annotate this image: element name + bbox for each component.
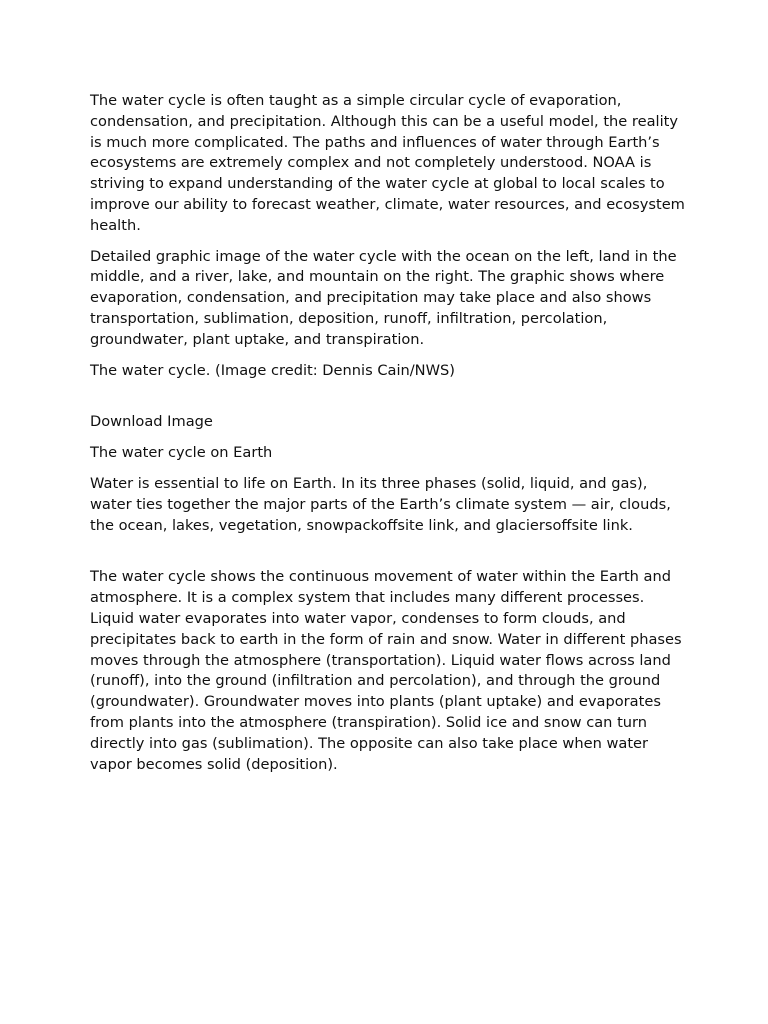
document-body bbox=[90, 91, 690, 785]
download-image-link[interactable]: Download Image bbox=[90, 413, 213, 431]
blank-line bbox=[90, 391, 690, 412]
section-heading: The water cycle on Earth bbox=[90, 444, 273, 462]
phases-paragraph: Water is essential to life on Earth. In its three phases (solid, liquid, and gas), water ties together the major parts of the Earth’s climate system — air, clouds, the ocean, lakes, vegetation, snowpackoffsite link, and glaciersoffsite link. bbox=[90, 474, 671, 534]
processes-paragraph: The water cycle shows the continuous movement of water within the Earth and atmosphere. It is a complex system that includes many different processes. Liquid water evaporates into water vapor, condenses to form clouds, and precipitates back to earth in the form of rain and snow. Water in different phases moves through the atmosphere (transportation). Liquid water flows across land (runoff), into the ground (infiltration and percolation), and through the ground (groundwater). Groundwater moves into plants (plant uptake) and evaporates from plants into the atmosphere (transpiration). Solid ice and snow can turn directly into gas (sublimation). The opposite can also take place when water vapor becomes solid (deposition). bbox=[90, 568, 682, 773]
image-description-paragraph: Detailed graphic image of the water cycle with the ocean on the left, land in the middle, and a river, lake, and mountain on the right. The graphic shows where evaporation, condensation, and precipitation may take place and also shows transportation, sublimation, deposition, runoff, infiltration, percolation, groundwater, plant uptake, and transpiration. bbox=[90, 247, 677, 348]
image-caption: The water cycle. (Image credit: Dennis Cain/NWS) bbox=[90, 361, 455, 379]
intro-paragraph: The water cycle is often taught as a simple circular cycle of evaporation, condensation, and precipitation. Although this can be a useful model, the reality is much more complicated. The paths and influences of water through Earth’s ecosystems are extremely complex and not completely understood. NOAA is striving to expand understanding of the water cycle at global to local scales to improve our ability to forecast weather, climate, water resources, and ecosystem health. bbox=[90, 92, 685, 234]
blank-line-2 bbox=[90, 546, 690, 567]
